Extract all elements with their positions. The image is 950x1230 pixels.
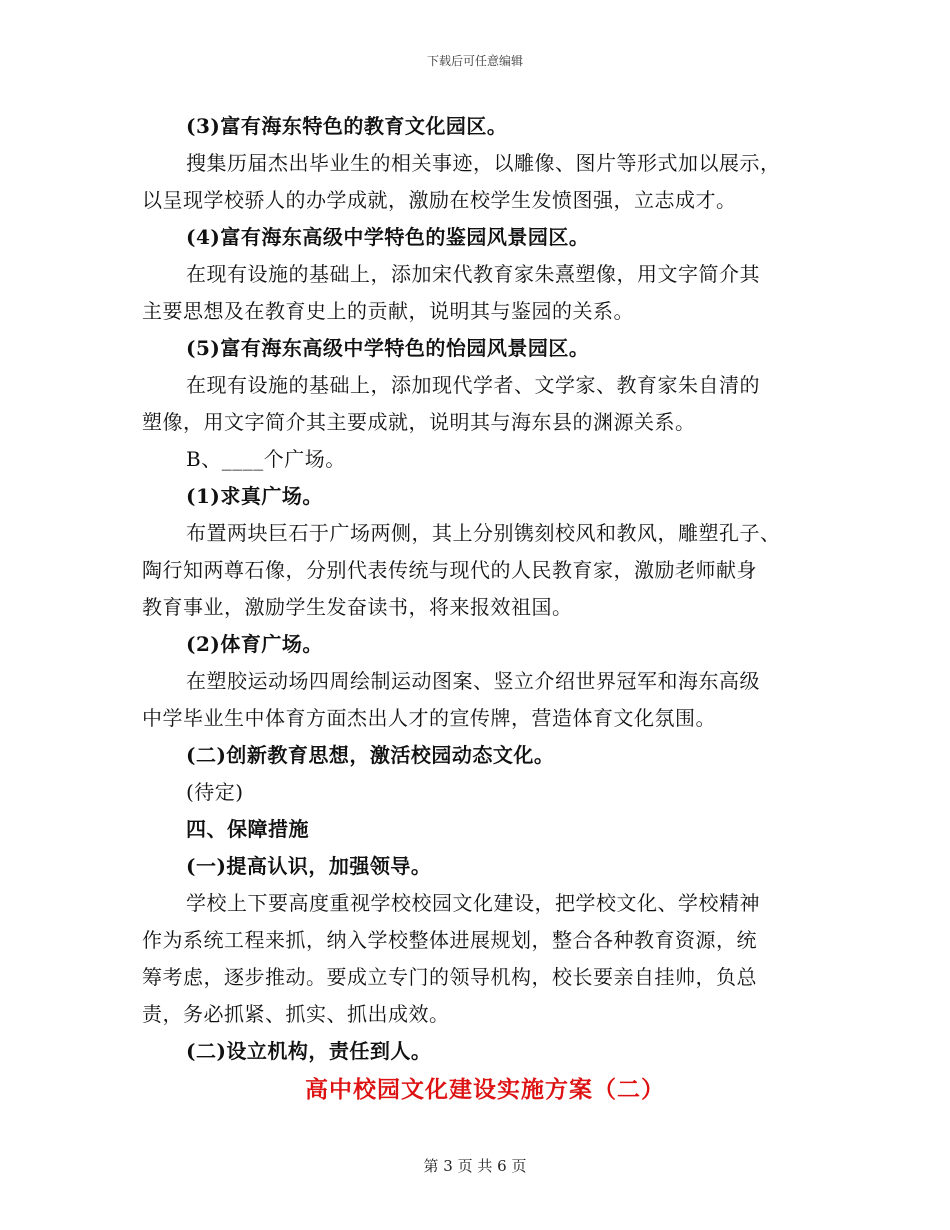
paragraph-line: 在现有设施的基础上，添加宋代教育家朱熹塑像，用文字简介其 [186,262,760,286]
paragraph-line: (待定) [186,780,244,804]
document-body [142,108,810,1110]
paragraph-line: 塑像，用文字简介其主要成就，说明其与海东县的渊源关系。 [142,410,696,434]
paragraph-line: 中学毕业生中体育方面杰出人才的宣传牌，营造体育文化氛围。 [142,706,716,730]
paragraph-line: 作为系统工程来抓，纳入学校整体进展规划，整合各种教育资源，统 [142,928,757,952]
paragraph-line: 搜集历届杰出毕业生的相关事迹，以雕像、图片等形式加以展示， [186,151,781,175]
section-heading-3: (3)富有海东特色的教育文化园区。 [186,114,508,138]
paragraph-line: 责，务必抓紧、抓实、抓出成效。 [142,1002,450,1026]
paragraph-line: 在现有设施的基础上，添加现代学者、文学家、教育家朱自清的 [186,373,760,397]
paragraph-line: 教育事业，激励学生发奋读书，将来报效祖国。 [142,595,573,619]
paragraph-line: 以呈现学校骄人的办学成就，激励在校学生发愤图强，立志成才。 [142,188,737,212]
section-heading-5: (5)富有海东高级中学特色的怡园风景园区。 [186,336,590,360]
document-title: 高中校园文化建设实施方案（二） [305,1076,665,1103]
section-heading-measures: 四、保障措施 [186,817,309,841]
paragraph-line: 学校上下要高度重视学校校园文化建设，把学校文化、学校精神 [186,891,760,915]
subsection-heading-organization: (二)设立机构，责任到人。 [186,1039,432,1063]
section-heading-4: (4)富有海东高级中学特色的鉴园风景园区。 [186,225,590,249]
paragraph-line: 主要思想及在教育史上的贡献，说明其与鉴园的关系。 [142,299,634,323]
page-header: 下载后可任意编辑 [426,54,523,68]
paragraph-line: 筹考虑，逐步推动。要成立专门的领导机构，校长要亲自挂帅，负总 [142,965,757,989]
paragraph-line: 在塑胶运动场四周绘制运动图案、竖立介绍世界冠军和海东高级 [186,669,760,693]
subsection-heading-leadership: (一)提高认识，加强领导。 [186,854,432,878]
subsection-heading-1: (1)求真广场。 [186,484,323,508]
section-heading-innovation: (二)创新教育思想，激活校园动态文化。 [186,743,555,767]
paragraph-line: 布置两块巨石于广场两侧，其上分别镌刻校风和教风，雕塑孔子、 [186,521,781,545]
section-heading-b: B、____个广场。 [186,447,346,471]
page-number: 第 3 页 共 6 页 [423,1157,527,1175]
subsection-heading-2: (2)体育广场。 [186,632,323,656]
paragraph-line: 陶行知两尊石像，分别代表传统与现代的人民教育家，激励老师献身 [142,558,757,582]
